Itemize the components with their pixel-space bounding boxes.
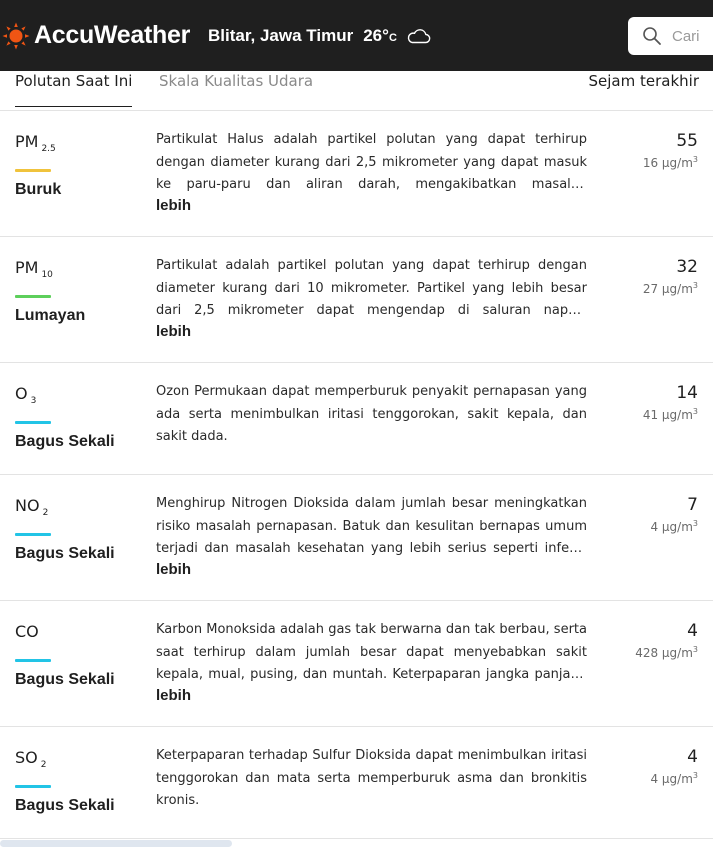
- pollutant-concentration: 4 $\mu g/m^3$: [650, 519, 698, 534]
- more-link[interactable]: lebih: [156, 323, 192, 340]
- location-name: Blitar, Jawa Timur: [208, 25, 354, 45]
- pollutant-row-o3: [0, 363, 713, 475]
- pollutant-name: SO $_2$: [15, 748, 47, 770]
- pollutant-description: Menghirup Nitrogen Dioksida dalam jumlah besar meningkatkan risiko masalah pernapasan. Batuk dan kesulitan bernapas umum terjadi dan masalah kesehatan yang lebih serius seperti infeksi: [156, 496, 587, 556]
- tab-current-pollutants[interactable]: Polutan Saat Ini: [15, 72, 133, 90]
- pollutant-concentration: 4 $\mu g/m^3$: [650, 771, 698, 786]
- level-label: Bagus Sekali: [15, 671, 115, 688]
- pollutant-name: O $_3$: [15, 384, 37, 406]
- search-input[interactable]: [672, 28, 712, 45]
- pollutant-description: Partikulat Halus adalah partikel polutan yang dapat terhirup dengan diameter kurang dari 2,5 mikrometer yang dapat masuk ke paru-paru dan aliran darah, mengakibatkan masalah: [156, 132, 587, 192]
- sun-logo-icon: [2, 22, 30, 50]
- pollutant-name: CO: [15, 622, 39, 641]
- pollutant-concentration: 27 $\mu g/m^3$: [642, 281, 698, 296]
- horizontal-scrollbar[interactable]: [0, 840, 232, 847]
- top-bar: [0, 0, 713, 71]
- level-color-bar: [15, 785, 51, 788]
- level-label: Lumayan: [15, 307, 86, 324]
- pollutant-row-co: [0, 601, 713, 727]
- pollutant-index-value: 4: [687, 621, 698, 641]
- pollutant-index-value: 55: [676, 131, 698, 151]
- pollutant-row-so2: [0, 727, 713, 839]
- pollutant-concentration: 428 $\mu g/m^3$: [635, 645, 698, 660]
- timeframe-label: Sejam terakhir: [588, 72, 699, 90]
- pollutant-subscript: 2: [40, 760, 47, 770]
- level-label: Bagus Sekali: [15, 433, 115, 450]
- accuweather-logo[interactable]: [2, 21, 190, 50]
- pollutant-concentration: 16 $\mu g/m^3$: [642, 155, 698, 170]
- pollutant-name: PM $_{10}$: [15, 258, 53, 280]
- pollutant-index-value: 7: [687, 495, 698, 515]
- level-label: Bagus Sekali: [15, 797, 115, 814]
- brand-name: AccuWeather: [34, 21, 191, 49]
- cloud-icon: [405, 27, 431, 45]
- pollutant-description: Karbon Monoksida adalah gas tak berwarna dan tak berbau, serta saat terhirup dalam jumlah besar dapat menyebabkan sakit kepala, mual, pusing, dan muntah. Keterpaparan jangka panjang: [156, 622, 587, 682]
- pollutant-row-pm10: [0, 237, 713, 363]
- pollutant-description: Partikulat adalah partikel polutan yang dapat terhirup dengan diameter kurang dari 10 mikrometer. Partikel yang lebih besar dari 2,5 mikrometer dapat mengendap di saluran napas,: [156, 258, 587, 318]
- more-link[interactable]: lebih: [156, 687, 192, 704]
- current-temperature: 26°C: [363, 25, 397, 45]
- pollutant-subscript: 3: [30, 396, 37, 406]
- pollutant-description: Keterpaparan terhadap Sulfur Dioksida dapat menimbulkan iritasi tenggorokan dan mata serta memperburuk asma dan bronkitis kronis.: [156, 748, 587, 808]
- unit-exponent: 3: [692, 771, 698, 780]
- level-color-bar: [15, 421, 51, 424]
- unit-exponent: 3: [692, 407, 698, 416]
- level-color-bar: [15, 295, 51, 298]
- level-color-bar: [15, 533, 51, 536]
- tab-air-quality-scale[interactable]: Skala Kualitas Udara: [159, 72, 314, 90]
- level-label: Bagus Sekali: [15, 545, 115, 562]
- pollutant-index-value: 14: [676, 383, 698, 403]
- unit-exponent: 3: [692, 519, 698, 528]
- search-box[interactable]: [628, 17, 713, 55]
- more-link[interactable]: lebih: [156, 561, 192, 578]
- pollutant-name: PM $_{2.5}$: [15, 132, 56, 154]
- pollutant-index-value: 32: [676, 257, 698, 277]
- pollutant-description: Ozon Permukaan dapat memperburuk penyakit pernapasan yang ada serta menimbulkan iritasi tenggorokan, sakit kepala, dan sakit dada.: [156, 384, 587, 444]
- active-tab-indicator: [15, 106, 132, 107]
- more-link[interactable]: lebih: [156, 197, 192, 214]
- pollutant-index-value: 4: [687, 747, 698, 767]
- pollutant-name: NO $_2$: [15, 496, 49, 518]
- pollutant-subscript: 2: [42, 508, 49, 518]
- pollutant-subscript: 2.5: [41, 144, 56, 154]
- level-color-bar: [15, 169, 51, 172]
- current-location[interactable]: [208, 26, 431, 46]
- pollutant-concentration: 41 $\mu g/m^3$: [642, 407, 698, 422]
- search-icon[interactable]: [642, 26, 662, 46]
- pollutant-row-pm25: [0, 111, 713, 237]
- level-label: Buruk: [15, 181, 62, 198]
- unit-exponent: 3: [692, 155, 698, 164]
- pollutant-subscript: 10: [41, 270, 53, 280]
- temperature-unit: C: [388, 31, 397, 44]
- pollutant-list: [0, 111, 713, 839]
- level-color-bar: [15, 659, 51, 662]
- air-quality-tabs: [0, 71, 713, 111]
- pollutant-row-no2: [0, 475, 713, 601]
- unit-exponent: 3: [692, 281, 698, 290]
- unit-exponent: 3: [692, 645, 698, 654]
